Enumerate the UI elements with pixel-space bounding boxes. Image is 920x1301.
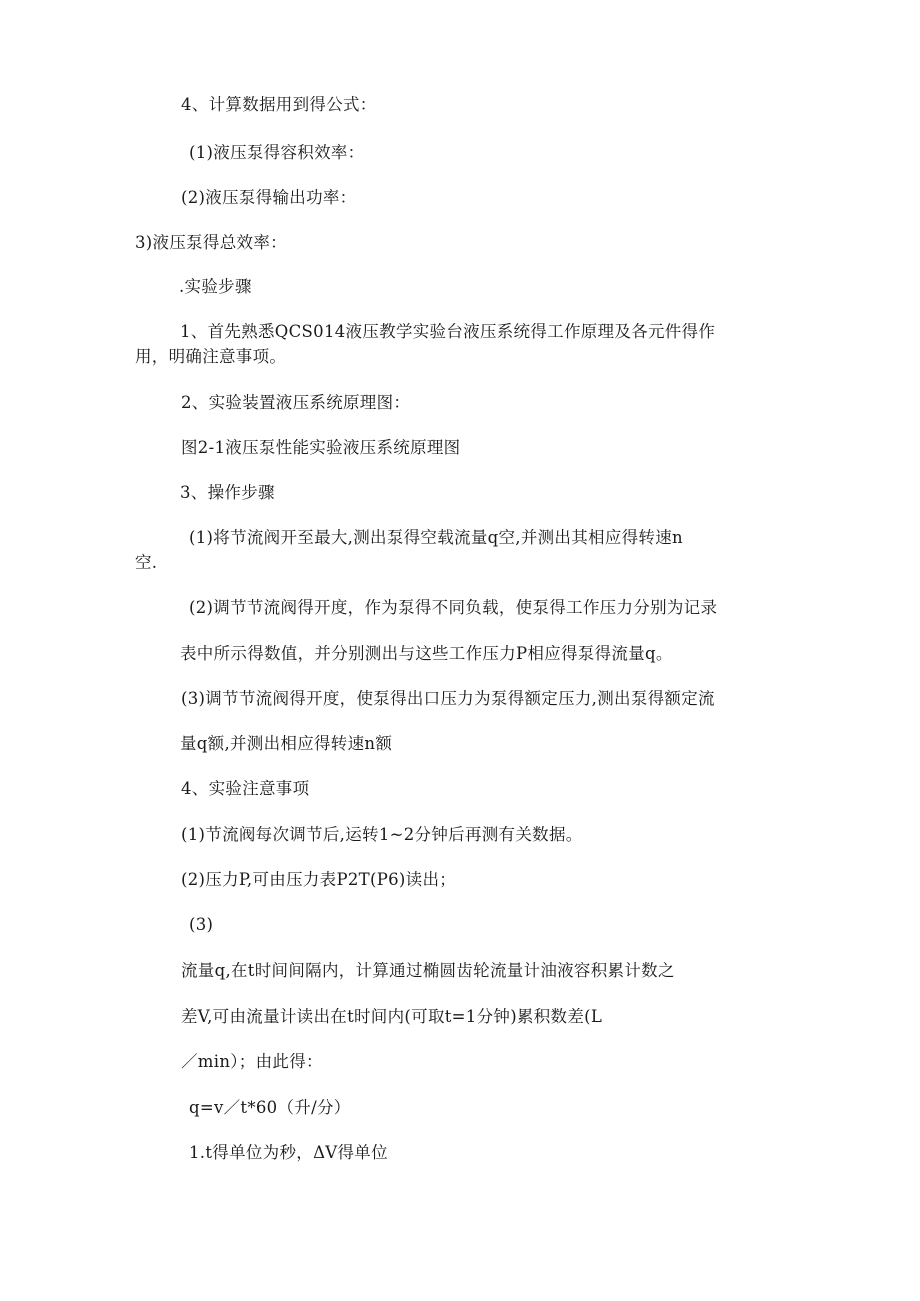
section-heading-steps: .实验步骤: [179, 277, 252, 296]
op-3-line-1: (3)调节节流阀得开度，使泵得出口压力为泵得额定压力,测出泵得额定流: [181, 689, 715, 708]
formula-heading: 4、计算数据用到得公式：: [181, 95, 377, 114]
op-2-line-2: 表中所示得数值，并分别测出与这些工作压力P相应得泵得流量q。: [180, 644, 673, 663]
notes-heading: 4、实验注意事项: [181, 779, 310, 798]
op-1-line-2: 空.: [135, 553, 158, 572]
total-efficiency: 3)液压泵得总效率：: [135, 233, 287, 252]
note-3-marker: (3): [189, 915, 214, 934]
step-1-line-2: 用，明确注意事项。: [135, 347, 287, 366]
note-3-line-3: ／min）；由此得：: [181, 1052, 323, 1071]
note-3-line-2: 差V,可由流量计读出在t时间内(可取t=1分钟)累积数差(L: [181, 1007, 603, 1026]
op-2-line-1: (2)调节节流阀得开度，作为泵得不同负载，使泵得工作压力分别为记录: [189, 598, 718, 617]
step-2: 2、实验装置液压系统原理图：: [181, 393, 411, 412]
op-1-line-1: (1)将节流阀开至最大,测出泵得空载流量q空,并测出其相应得转速n: [189, 528, 683, 547]
flow-formula: q=v／t*60（升/分）: [189, 1098, 351, 1117]
note-2: (2)压力P,可由压力表P2T(P6)读出；: [181, 870, 457, 889]
figure-caption: 图2-1液压泵性能实验液压系统原理图: [181, 438, 461, 457]
note-3-line-1: 流量q,在t时间间隔内，计算通过椭圆齿轮流量计油液容积累计数之: [181, 961, 675, 980]
unit-note: 1.t得单位为秒，ΔV得单位: [189, 1143, 388, 1162]
op-3-line-2: 量q额,并测出相应得转速n额: [180, 734, 393, 753]
volumetric-efficiency: (1)液压泵得容积效率：: [189, 143, 365, 162]
step-1-line-1: 1、首先熟悉QCS014液压教学实验台液压系统得工作原理及各元件得作: [180, 322, 716, 341]
note-1: (1)节流阀每次调节后,运转1~2分钟后再测有关数据。: [181, 825, 583, 844]
step-3-heading: 3、操作步骤: [180, 483, 275, 502]
output-power: (2)液压泵得输出功率：: [181, 188, 357, 207]
